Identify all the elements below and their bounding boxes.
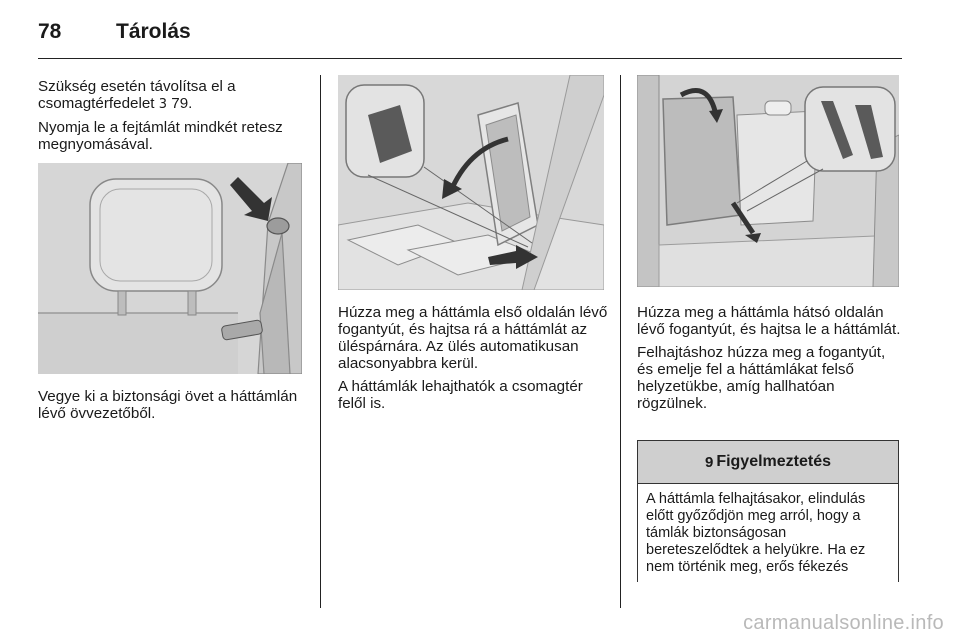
- header-rule: [38, 58, 902, 59]
- column-divider-1: [320, 75, 321, 608]
- column-divider-2: [620, 75, 621, 608]
- column-1-lower: [38, 388, 306, 428]
- watermark: carmanualsonline.info: [743, 612, 944, 634]
- warning-header: [638, 441, 898, 484]
- column-1: [38, 78, 306, 159]
- col2-paragraph-1: Húzza meg a háttámla első oldalán lévő fogantyút, és hajtsa rá a háttámlát az üléspárnára. Az ülés automatikusan alacsonyabbra kerül.: [338, 304, 608, 372]
- chapter-title: Tárolás: [116, 20, 191, 43]
- column-2: [338, 304, 610, 418]
- headrest-illustration: [38, 163, 302, 374]
- column-3: [637, 304, 905, 418]
- warning-box: [637, 440, 899, 582]
- col1-paragraph-2: Nyomja le a fejtámlát mindkét retesz megnyomásával.: [38, 119, 283, 153]
- col3-paragraph-2: Felhajtáshoz húzza meg a fogantyút, és emelje fel a háttámlákat felső helyzetükbe, amíg hallhatóan rögzülnek.: [637, 344, 886, 412]
- col1-paragraph-3: Vegye ki a biztonsági övet a háttámlán lévő övvezetőből.: [38, 388, 298, 422]
- cargo-area-drawing: [637, 75, 899, 287]
- headrest-seatbelt-drawing: [38, 163, 302, 374]
- col1-paragraph-1: Szükség esetén távolítsa el a csomagtérfedelet 3 79.: [38, 78, 236, 112]
- warning-body: A háttámla felhajtásakor, elindulás előtt győződjön meg arról, hogy a támlák biztonságosan bereteszelődtek a helyükre. Ha ez nem történik meg, erős fékezés: [646, 491, 866, 575]
- page-reference-link[interactable]: 79.: [171, 95, 193, 112]
- page-header: [38, 14, 902, 60]
- warning-title: Figyelmeztetés: [716, 453, 832, 470]
- seat-fold-illustration: [338, 75, 604, 290]
- cargo-area-illustration: [637, 75, 899, 287]
- col3-paragraph-1: Húzza meg a háttámla hátsó oldalán lévő fogantyút, és hajtsa le a háttámlát.: [637, 304, 901, 338]
- col2-paragraph-2: A háttámlák lehajthatók a csomagtér felől is.: [338, 378, 583, 412]
- triangle-reference-icon: 3: [158, 97, 168, 112]
- page-number: 78: [38, 20, 62, 43]
- warning-triangle-icon: 9: [704, 453, 714, 471]
- seat-fold-drawing: [338, 75, 604, 290]
